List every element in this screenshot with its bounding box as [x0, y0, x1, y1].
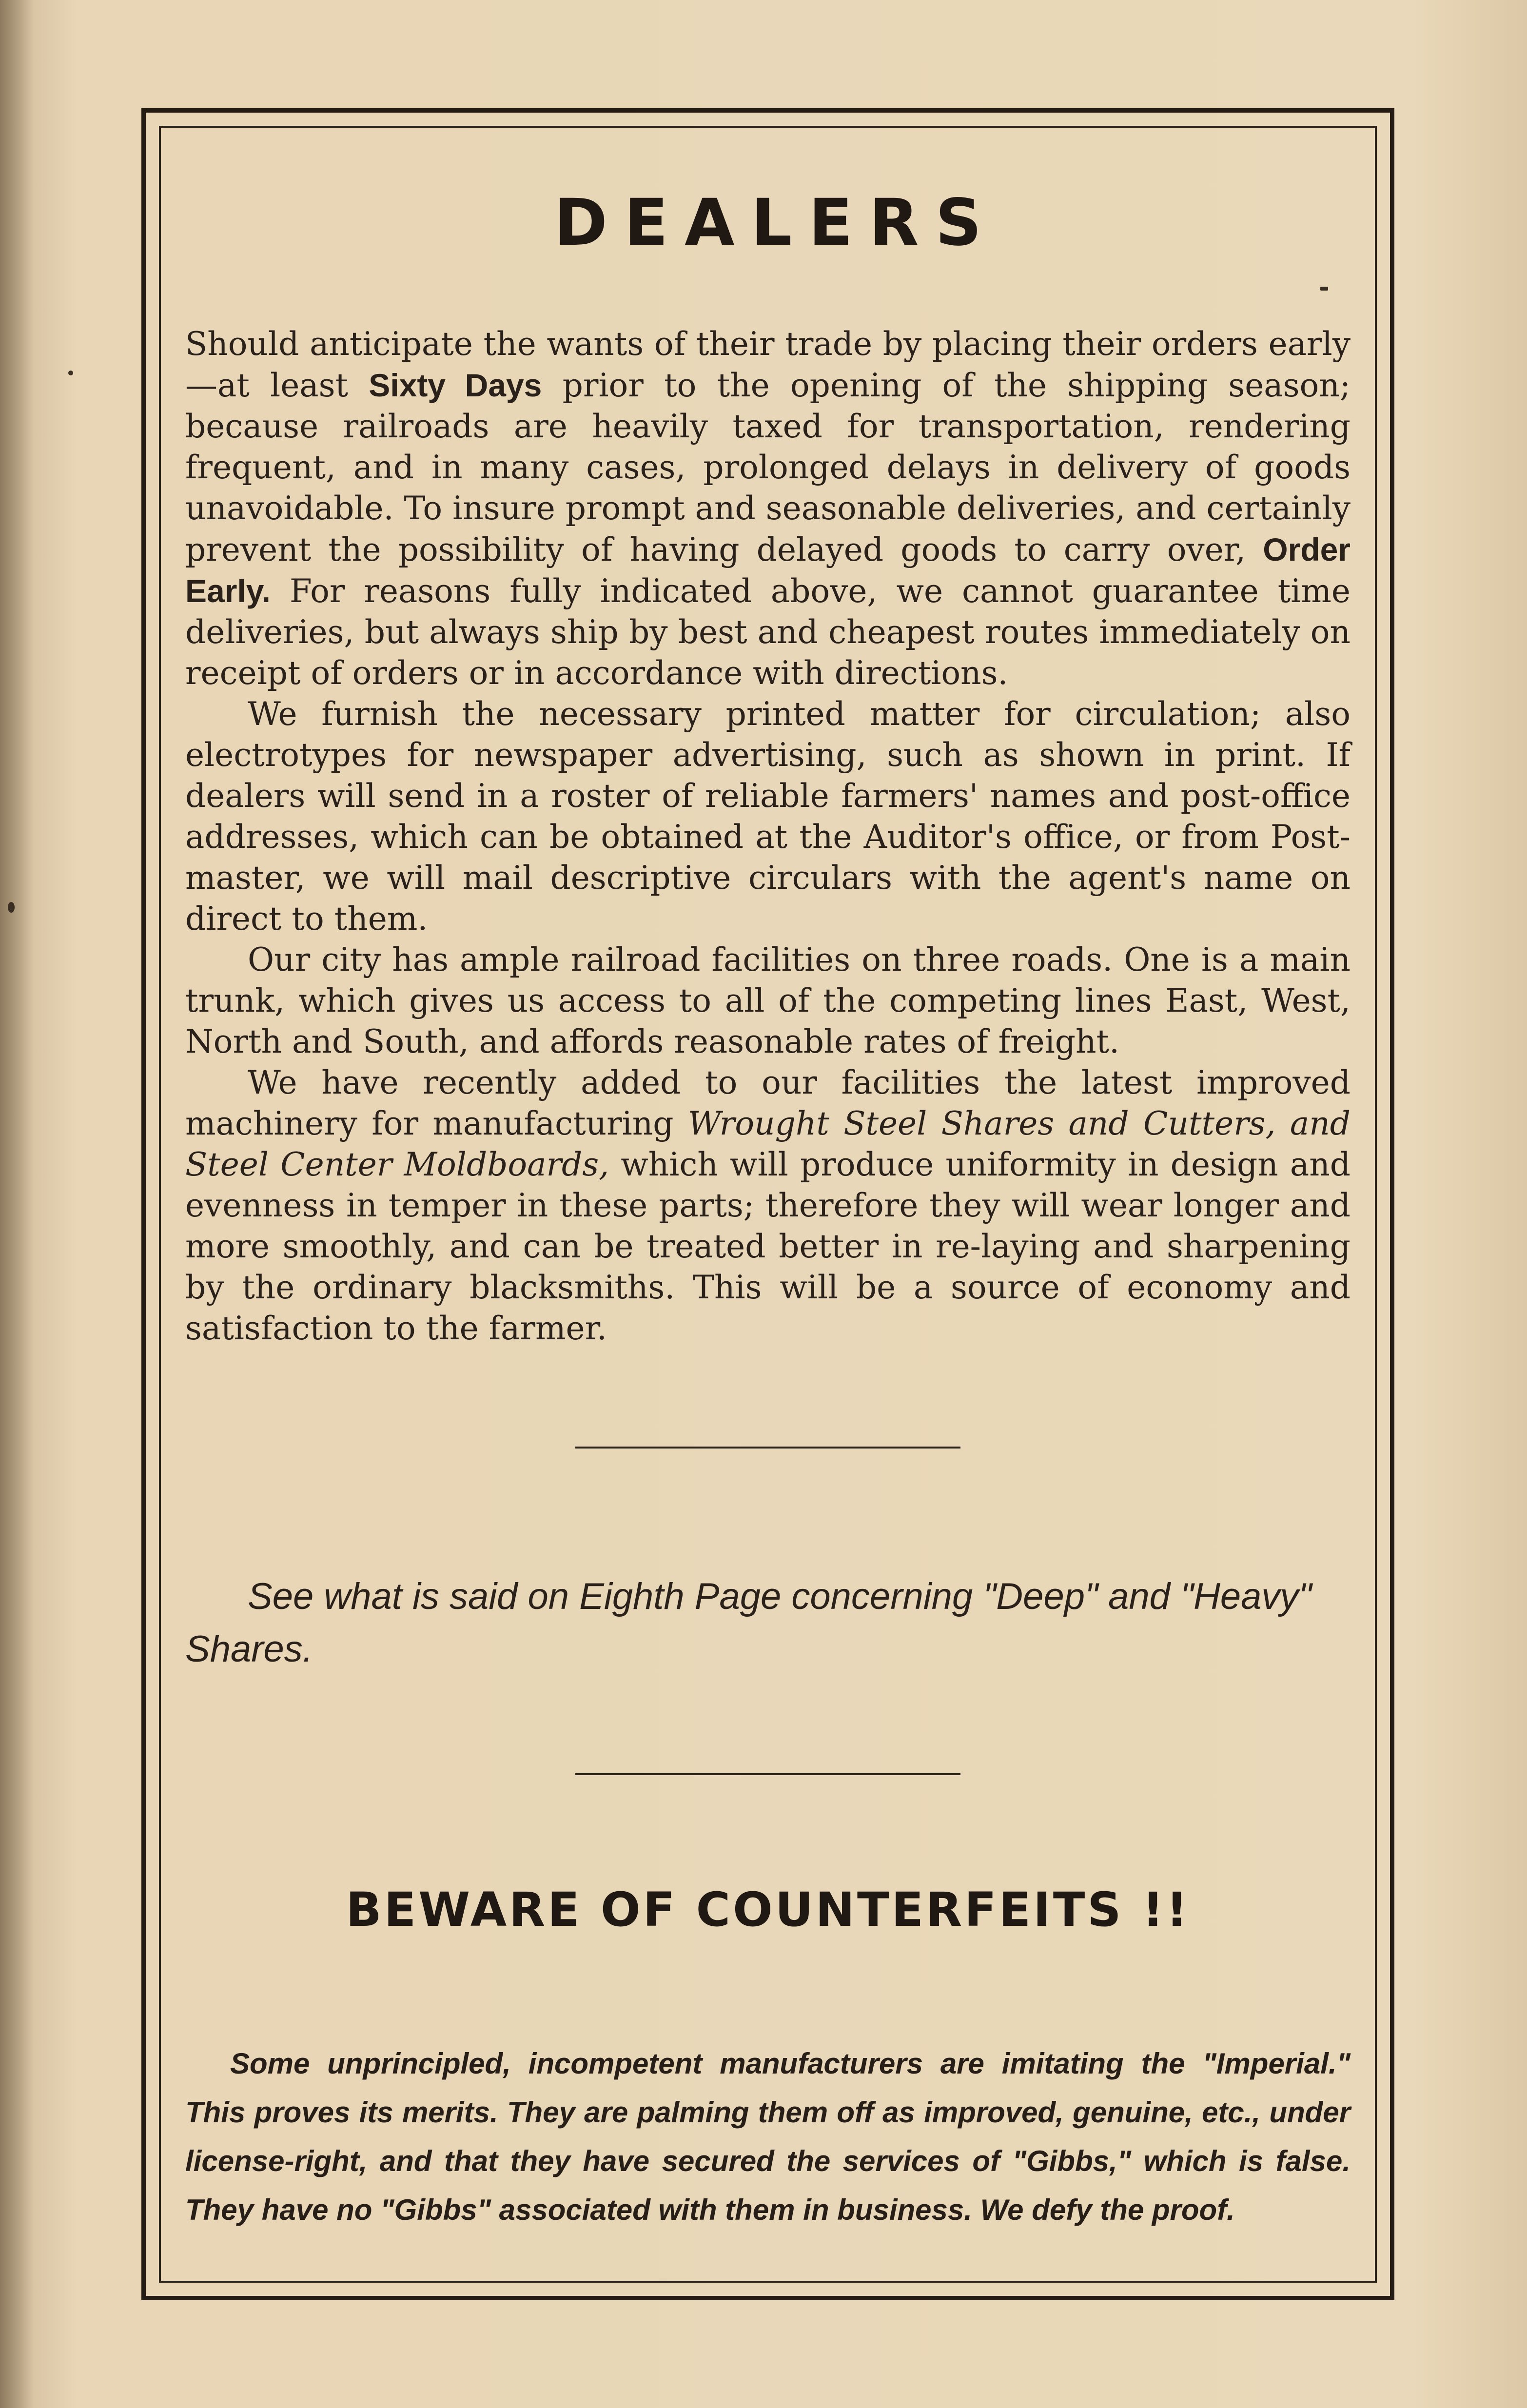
eighth-page-note: See what is said on Eighth Page concerning "Deep" and "Heavy" Shares. — [185, 1576, 1312, 1670]
dealers-paragraph-4 — [185, 1062, 1351, 1349]
beware-heading: BEWARE OF COUNTERFEITS !! — [346, 1882, 1190, 1937]
p1-part-c: prior to the opening of the shipping season; because railroads are heavily taxed for transportation, rendering frequent, and in many cases, prolonged delays in delivery of goods unavoidable. To insure prompt and seasonable deliveries, and certainly prevent the possibility of having delayed goods to carry over, — [185, 367, 1351, 568]
p4-part-c: which will produce uniformity in design and evenness in temper in these parts; therefore they will wear longer and more smoothly, and can be treated better in re-laying and sharpening by the ordinary blacksmiths. This will be a source of economy and satisfaction to the farmer. — [185, 1146, 1351, 1347]
divider-rule — [575, 1773, 960, 1775]
ink-speck — [68, 371, 73, 375]
dealers-paragraph-2: We furnish the necessary printed matter for circulation; also electrotypes for newspaper advertising, such as shown in print. If dealers will send in a roster of reliable farmers' names and post-office addresses, which can be obtained at the Auditor's office, or from Post-master, we will mail descriptive circulars with the agent's name on direct to them. — [185, 695, 1351, 938]
dealers-heading: DEALERS — [554, 185, 998, 260]
order-early-emphasis: Order Early. — [185, 531, 1351, 609]
ink-speck — [8, 902, 15, 913]
counterfeit-warning: Some unprincipled, incompetent manufacturers are imitating the "Imperial." This proves its merits. They are palming them off as improved, genuine, etc., under license-right, and that they have secured the services of "Gibbs," which is false. They have no "Gibbs" associated with them in business. We defy the proof. — [185, 2047, 1351, 2226]
spine-shadow — [0, 0, 34, 2408]
p1-part-e: For reasons fully indicated above, we cannot guarantee time deliveries, but always ship by best and cheapest routes immediately on receipt of orders or in accordance with directions. — [185, 572, 1351, 692]
content — [185, 185, 1351, 2234]
ink-speck — [1320, 287, 1328, 291]
products-italic: Wrought Steel Shares and Cutters, and Steel Center Moldboards, — [185, 1105, 1351, 1183]
p1-part-a: Should anticipate the wants of their trade by placing their orders early —at least — [185, 325, 1351, 404]
p4-part-a: We have recently added to our facilities the latest improved machinery for manufacturing — [185, 1064, 1351, 1142]
sixty-days-emphasis: Sixty Days — [369, 367, 542, 403]
dealers-paragraph-1 — [185, 324, 1351, 694]
divider-rule — [575, 1447, 960, 1449]
dealers-body — [185, 324, 1351, 1349]
dealers-paragraph-3: Our city has ample railroad facilities on three roads. One is a main trunk, which gives us access to all of the competing lines East, West, North and South, and affords reasonable rates of freight. — [185, 941, 1351, 1060]
